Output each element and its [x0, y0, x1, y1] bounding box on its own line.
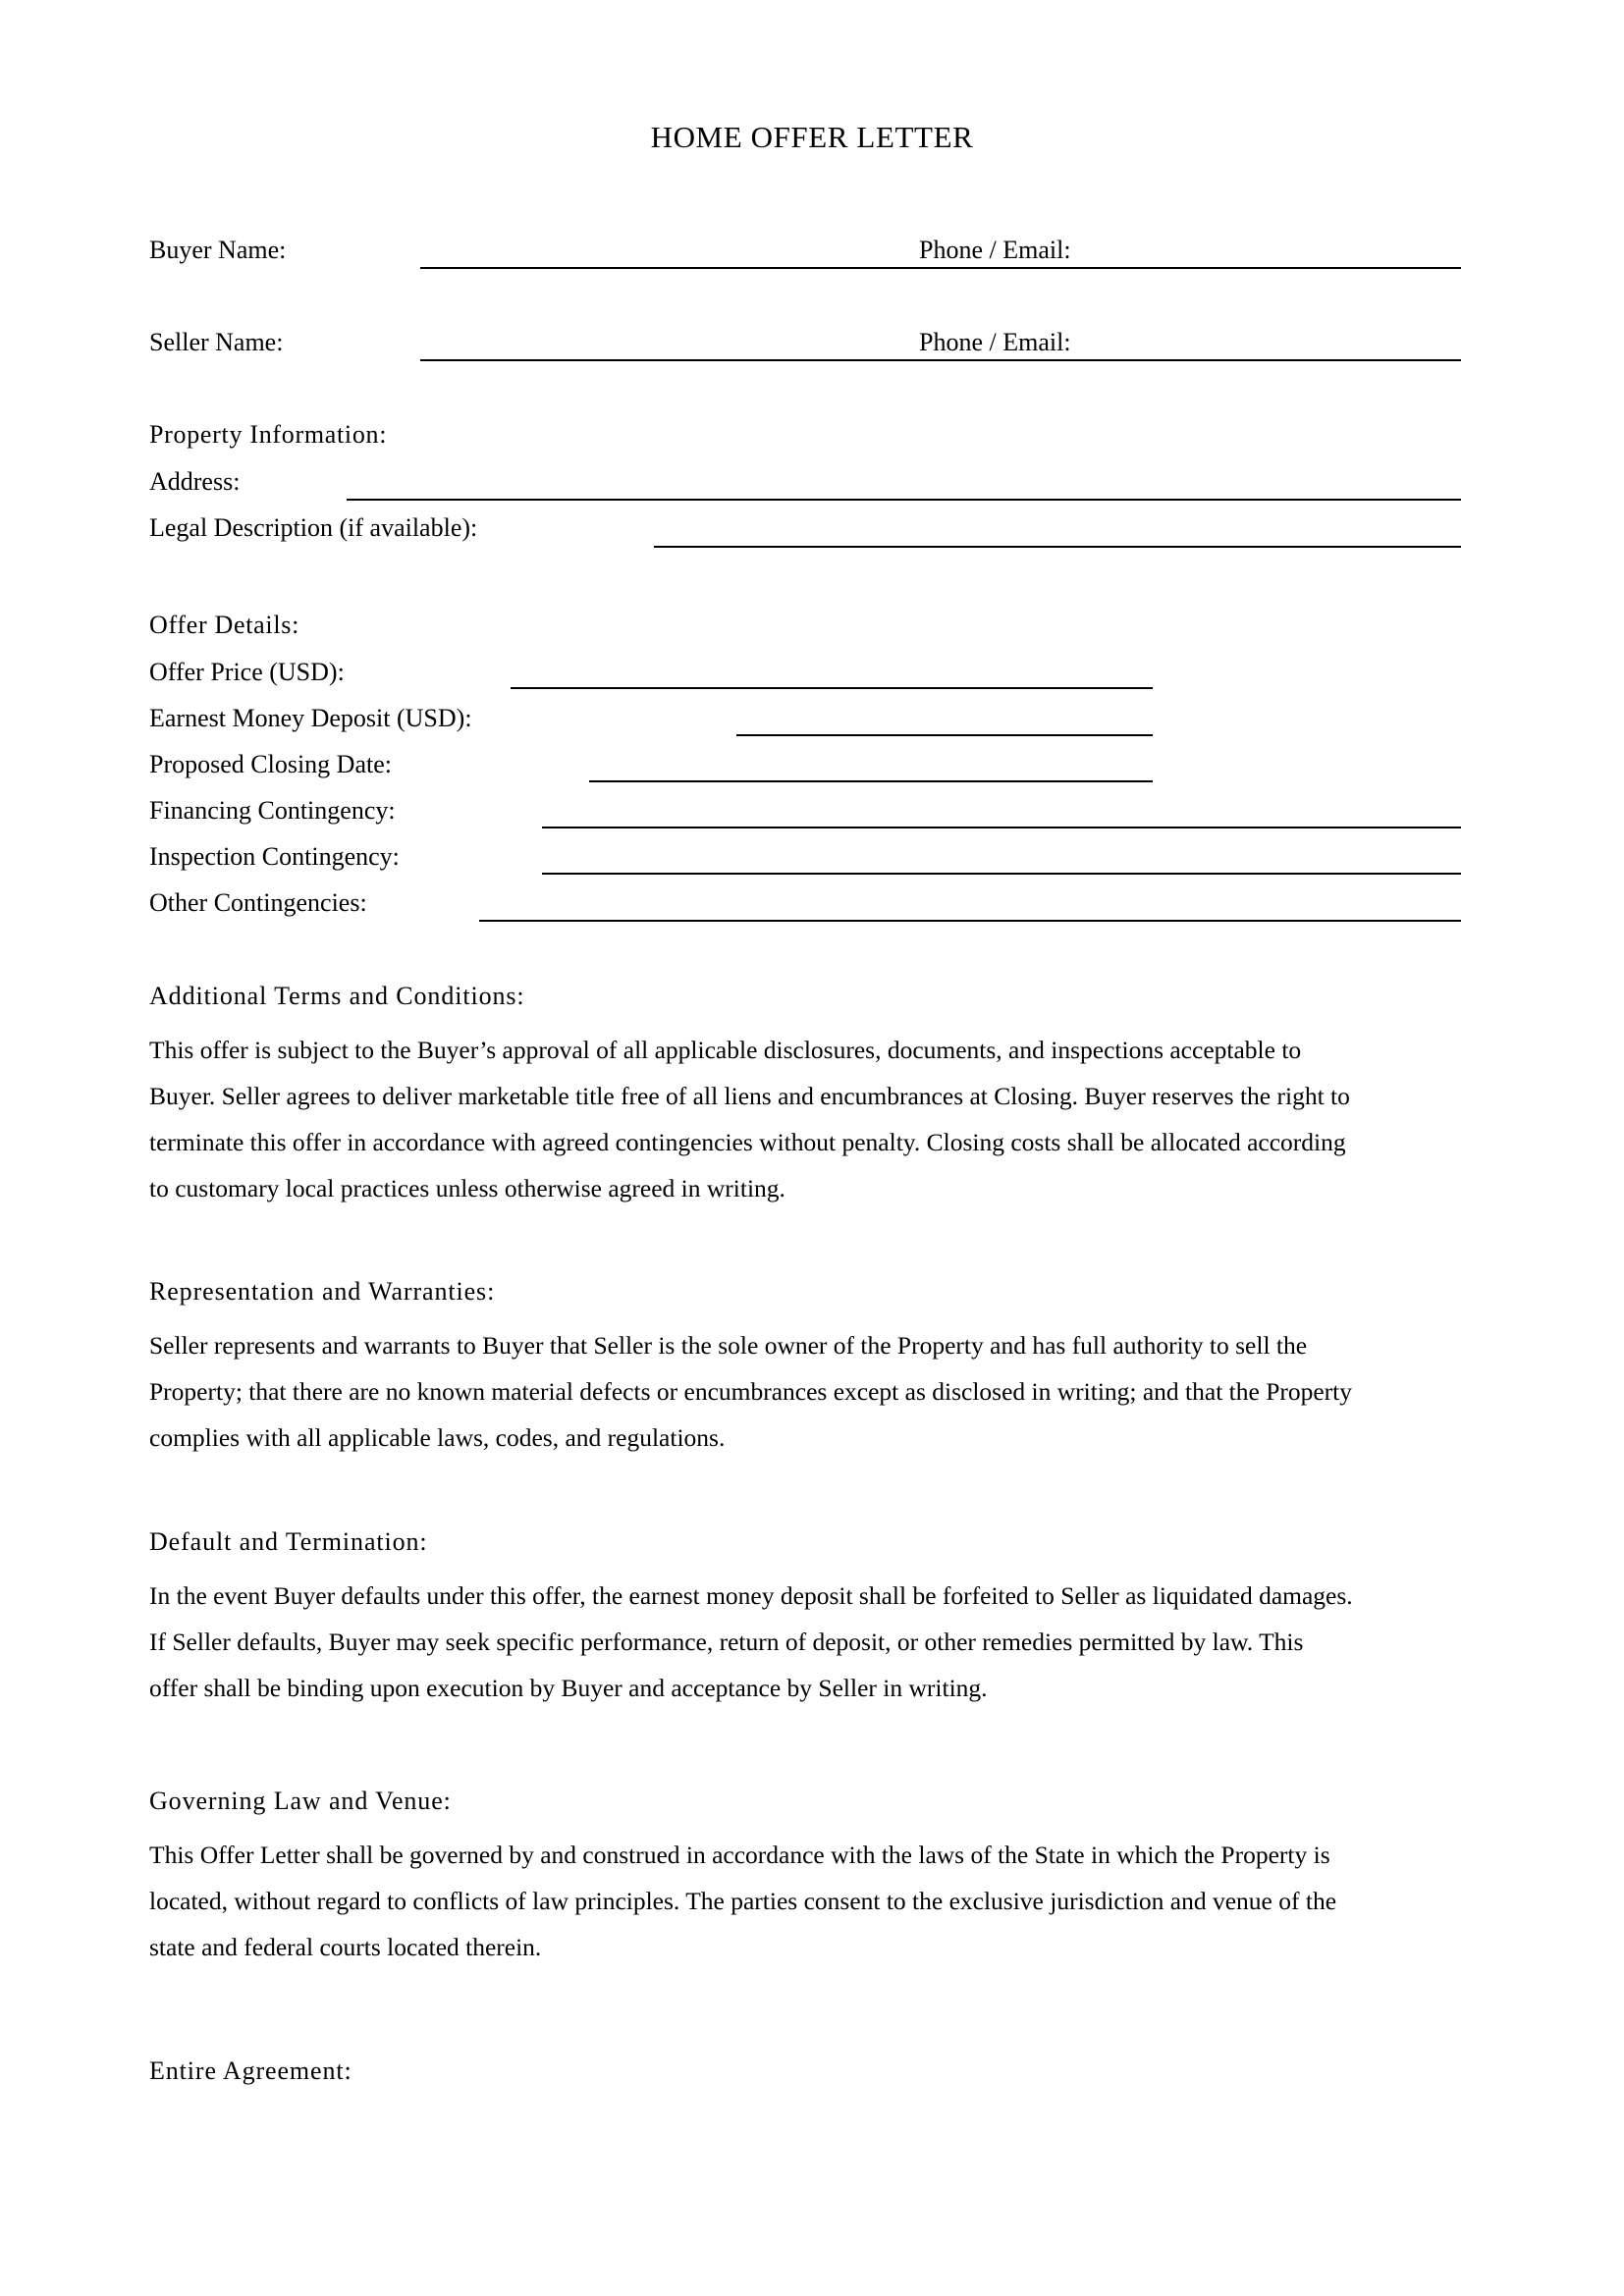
- inspection-contingency-field[interactable]: [542, 873, 1461, 875]
- proposed-closing-date-label: Proposed Closing Date:: [149, 750, 392, 778]
- section-heading-default-termination: Default and Termination:: [149, 1527, 428, 1556]
- address-label: Address:: [149, 467, 241, 496]
- paragraph-line: If Seller defaults, Buyer may seek specific performance, return of deposit, or other remedies permitted by law. This: [149, 1628, 1304, 1656]
- financing-contingency-label: Financing Contingency:: [149, 796, 396, 825]
- inspection-contingency-label: Inspection Contingency:: [149, 842, 400, 871]
- proposed-closing-date-field[interactable]: [589, 780, 1153, 782]
- earnest-money-deposit-field[interactable]: [736, 734, 1153, 736]
- paragraph-line: offer shall be binding upon execution by Buyer and acceptance by Seller in writing.: [149, 1674, 988, 1702]
- paragraph-line: state and federal courts located therein.: [149, 1933, 542, 1961]
- section-body-default-termination: [149, 1573, 1475, 1711]
- legal-description-field[interactable]: [654, 546, 1461, 548]
- section-heading-governing-law: Governing Law and Venue:: [149, 1787, 452, 1815]
- property-information-heading: Property Information:: [149, 420, 388, 449]
- paragraph-line: complies with all applicable laws, codes, and regulations.: [149, 1423, 726, 1452]
- earnest-money-deposit-label: Earnest Money Deposit (USD):: [149, 704, 472, 732]
- seller-name-field[interactable]: [420, 359, 1461, 361]
- offer-price-label: Offer Price (USD):: [149, 658, 345, 686]
- paragraph-line: This Offer Letter shall be governed by and construed in accordance with the laws of the State in which the Property is: [149, 1841, 1330, 1869]
- paragraph-line: Seller represents and warrants to Buyer that Seller is the sole owner of the Property and has full authority to sell the: [149, 1331, 1308, 1360]
- section-body-governing-law: [149, 1832, 1475, 1970]
- legal-description-label: Legal Description (if available):: [149, 513, 478, 542]
- buyer-name-label: Buyer Name:: [149, 236, 287, 264]
- financing-contingency-field[interactable]: [542, 827, 1461, 828]
- offer-price-field[interactable]: [511, 687, 1153, 689]
- paragraph-line: In the event Buyer defaults under this offer, the earnest money deposit shall be forfeited to Seller as liquidated damages.: [149, 1581, 1353, 1610]
- seller-name-label: Seller Name:: [149, 328, 284, 356]
- paragraph-line: located, without regard to conflicts of law principles. The parties consent to the exclusive jurisdiction and venue of the: [149, 1887, 1337, 1915]
- address-field[interactable]: [347, 499, 1461, 501]
- offer-details-heading: Offer Details:: [149, 611, 299, 639]
- seller-contact-label: Phone / Email:: [919, 328, 1071, 356]
- page-title: HOME OFFER LETTER: [650, 120, 974, 154]
- buyer-name-field[interactable]: [420, 267, 1461, 269]
- paragraph-line: to customary local practices unless otherwise agreed in writing.: [149, 1174, 785, 1202]
- section-heading-entire-agreement: Entire Agreement:: [149, 2056, 352, 2085]
- other-contingencies-label: Other Contingencies:: [149, 888, 367, 917]
- section-body-additional-terms: [149, 1027, 1475, 1211]
- buyer-contact-label: Phone / Email:: [919, 236, 1071, 264]
- paragraph-line: Buyer. Seller agrees to deliver marketable title free of all liens and encumbrances at Closing. Buyer reserves the right to: [149, 1082, 1350, 1110]
- other-contingencies-field[interactable]: [479, 920, 1461, 922]
- section-body-representation-warranties: [149, 1322, 1475, 1461]
- paragraph-line: This offer is subject to the Buyer’s approval of all applicable disclosures, documents, and inspections acceptable to: [149, 1036, 1302, 1064]
- section-heading-representation-warranties: Representation and Warranties:: [149, 1277, 496, 1306]
- paragraph-line: Property; that there are no known material defects or encumbrances except as disclosed in writing; and that the Property: [149, 1377, 1353, 1406]
- paragraph-line: terminate this offer in accordance with agreed contingencies without penalty. Closing costs shall be allocated according: [149, 1128, 1346, 1156]
- section-heading-additional-terms: Additional Terms and Conditions:: [149, 982, 525, 1010]
